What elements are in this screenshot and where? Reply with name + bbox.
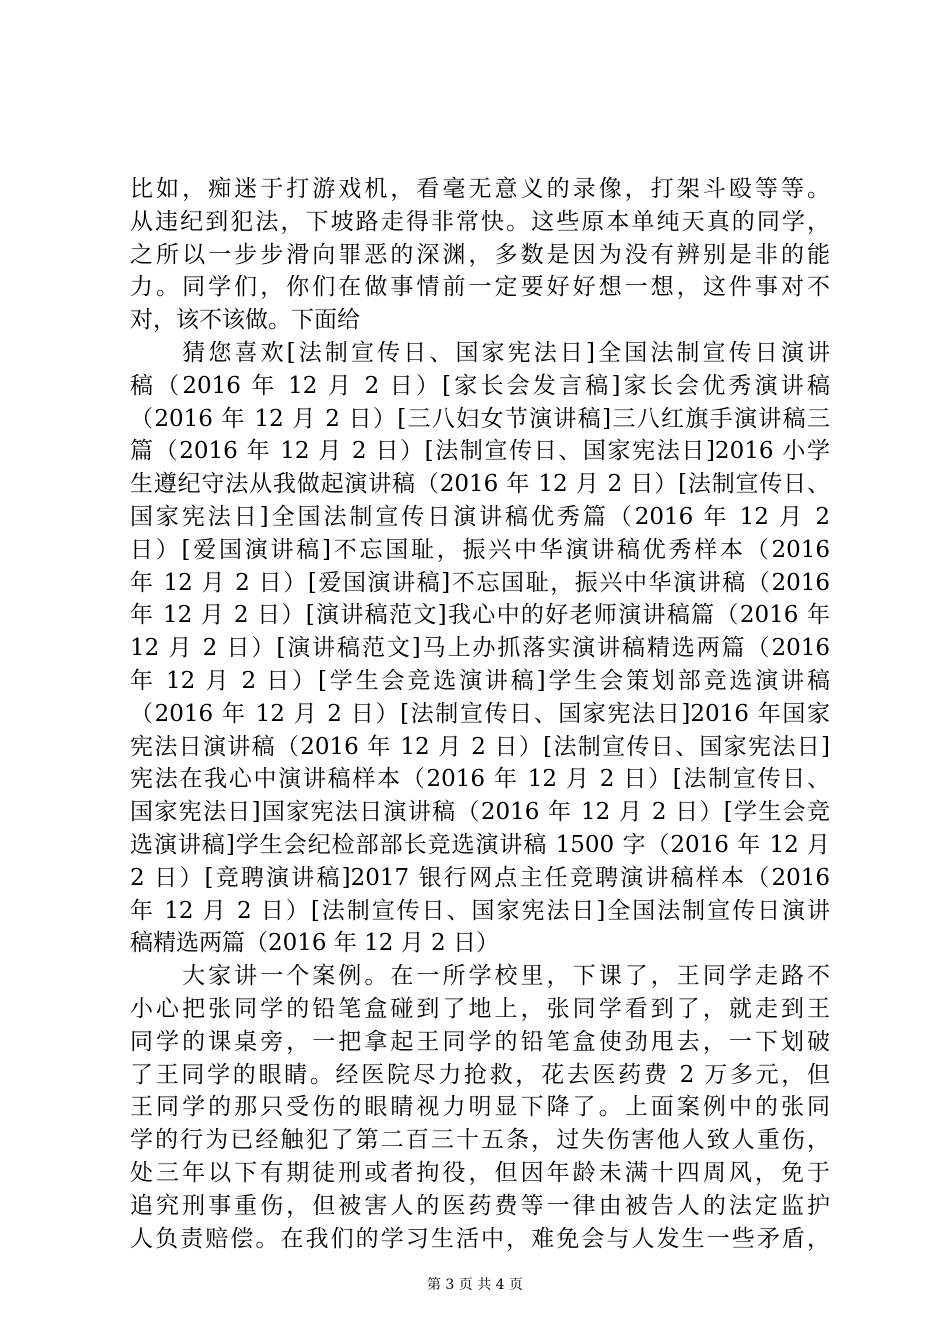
- text-line: 宪法日演讲稿（2016 年 12 月 2 日）[法制宣传日、国家宪法日]: [130, 733, 830, 760]
- text-line: 了王同学的眼睛。经医院尽力抢救，花去医药费 2 万多元，但: [130, 1061, 830, 1088]
- text-line: 追究刑事重伤，但被害人的医药费等一律由被告人的法定监护: [130, 1192, 830, 1219]
- document-body: [130, 173, 830, 1255]
- text-line: 日）[爱国演讲稿]不忘国耻，振兴中华演讲稿优秀样本（2016: [130, 536, 830, 563]
- text-line: 对，该不该做。下面给: [130, 307, 360, 334]
- text-line: 之所以一步步滑向罪恶的深渊，多数是因为没有辨别是非的能: [130, 241, 830, 268]
- text-line: 稿精选两篇（2016 年 12 月 2 日）: [130, 930, 499, 957]
- text-line: 同学的课桌旁，一把拿起王同学的铅笔盒使劲甩去，一下划破: [130, 1028, 830, 1055]
- text-line: 篇（2016 年 12 月 2 日）[法制宣传日、国家宪法日]2016 小学: [130, 438, 830, 465]
- text-line: 年 12 月 2 日）[法制宣传日、国家宪法日]全国法制宣传日演讲: [130, 897, 830, 924]
- text-line: 王同学的那只受伤的眼睛视力明显下降了。上面案例中的张同: [130, 1094, 830, 1121]
- text-line: 国家宪法日]全国法制宣传日演讲稿优秀篇（2016 年 12 月 2: [130, 503, 830, 530]
- text-line: 年 12 月 2 日）[学生会竞选演讲稿]学生会策划部竞选演讲稿: [130, 667, 830, 694]
- text-line: 2 日）[竞聘演讲稿]2017 银行网点主任竞聘演讲稿样本（2016: [130, 864, 830, 891]
- text-line: 人负责赔偿。在我们的学习生活中，难免会与人发生一些矛盾，: [130, 1225, 830, 1252]
- page-number-footer: 第 3 页 共 4 页: [426, 1277, 524, 1293]
- text-line: 力。同学们，你们在做事情前一定要好好想一想，这件事对不: [130, 274, 830, 301]
- text-line: 年 12 月 2 日）[爱国演讲稿]不忘国耻，振兴中华演讲稿（2016: [130, 569, 830, 596]
- text-line: 比如，痴迷于打游戏机，看毫无意义的录像，打架斗殴等等。: [130, 176, 830, 202]
- text-line: 国家宪法日]国家宪法日演讲稿（2016 年 12 月 2 日）[学生会竞: [130, 799, 830, 826]
- text-line: 小心把张同学的铅笔盒碰到了地上，张同学看到了，就走到王: [130, 995, 830, 1022]
- text-line: 生遵纪守法从我做起演讲稿（2016 年 12 月 2 日）[法制宣传日、: [130, 471, 830, 498]
- text-line: 稿（2016 年 12 月 2 日）[家长会发言稿]家长会优秀演讲稿: [130, 372, 830, 399]
- text-line: 学的行为已经触犯了第二百三十五条，过失伤害他人致人重伤，: [130, 1127, 830, 1154]
- text-line: 从违纪到犯法，下坡路走得非常快。这些原本单纯天真的同学，: [130, 208, 830, 235]
- text-line: 12 月 2 日）[演讲稿范文]马上办抓落实演讲稿精选两篇（2016: [130, 635, 830, 662]
- text-line: 猜您喜欢[法制宣传日、国家宪法日]全国法制宣传日演讲: [130, 339, 830, 366]
- text-line: （2016 年 12 月 2 日）[法制宣传日、国家宪法日]2016 年国家: [130, 700, 830, 727]
- text-line: 选演讲稿]学生会纪检部部长竞选演讲稿 1500 字（2016 年 12 月: [130, 831, 830, 858]
- text-line: 年 12 月 2 日）[演讲稿范文]我心中的好老师演讲稿篇（2016 年: [130, 602, 830, 629]
- text-line: 处三年以下有期徒刑或者拘役，但因年龄未满十四周风，免于: [130, 1159, 830, 1186]
- text-line: （2016 年 12 月 2 日）[三八妇女节演讲稿]三八红旗手演讲稿三: [130, 405, 830, 432]
- text-line: 宪法在我心中演讲稿样本（2016 年 12 月 2 日）[法制宣传日、: [130, 766, 830, 793]
- text-line: 大家讲一个案例。在一所学校里，下课了，王同学走路不: [130, 963, 830, 990]
